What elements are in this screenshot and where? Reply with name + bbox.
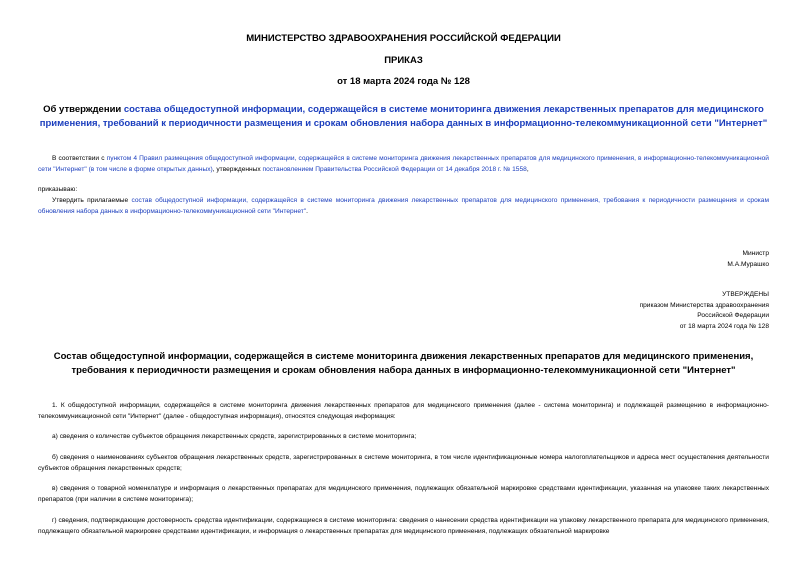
signature-name: М.А.Мурашко — [727, 260, 769, 268]
subject-prefix: Об утверждении — [43, 104, 124, 115]
approval-line-1: УТВЕРЖДЕНЫ — [722, 291, 769, 298]
ministry-title: МИНИСТЕРСТВО ЗДРАВООХРАНЕНИЯ РОССИЙСКОЙ ФЕДЕРАЦИИ — [246, 33, 561, 44]
preamble-text-c: , — [526, 165, 529, 173]
appendix-item-d: г) сведения, подтверждающие достоверность средства идентификации, содержащиеся в системе мониторинга: сведения о нанесении средства идентификации на упаковку лекарственного препарата для медицинского применения, подлежащего обязательной маркировке средствами идентификации, и информация о лекарственных препаратах для медицинского применения, подлежащих обязательной маркировке — [38, 517, 769, 535]
government-decree-link[interactable]: постановлением Правительства Российской Федерации от 14 декабря 2018 г. № 1558 — [262, 165, 527, 173]
approval-line-4: от 18 марта 2024 года № 128 — [679, 322, 769, 330]
approval-stamp — [640, 290, 769, 332]
approve-text-a: Утвердить прилагаемые — [52, 197, 132, 204]
appendix-item-a: а) сведения о количестве субъектов обращения лекарственных средств, зарегистрированных в системе мониторинга; — [52, 433, 417, 440]
approved-composition-link[interactable]: состав общедоступной информации, содержащейся в системе мониторинга движения лекарственных препаратов для медицинского применения, требования к периодичности размещения и срокам обновления набора данных в информационно-телекоммуникационной сети "Интернет" — [38, 197, 769, 215]
signature-role: Министр — [742, 250, 769, 257]
signature-block — [727, 249, 769, 270]
rules-link[interactable]: пунктом 4 Правил размещения общедоступной информации, содержащейся в системе мониторинга движения лекарственных препаратов для медицинского применения, в информационно-телекоммуникационной сети "Интернет" (в том числе в форме открытых данных) — [38, 155, 769, 173]
order-word: приказываю: — [38, 186, 78, 193]
approval-line-3: Российской Федерации — [697, 312, 769, 319]
approve-text-b: . — [306, 207, 308, 215]
subject-link[interactable]: состава общедоступной информации, содержащейся в системе мониторинга движения лекарственных препаратов для медицинского применения, требований к периодичности размещения и срокам обновления набора данных в информационно-телекоммуникационной сети "Интернет" — [39, 104, 768, 129]
document-subject — [36, 103, 771, 131]
document-date-number: от 18 марта 2024 года № 128 — [337, 76, 470, 87]
approval-line-2: приказом Министерства здравоохранения — [639, 301, 769, 309]
preamble-text-a: В соответствии с — [52, 155, 107, 162]
approve-paragraph — [38, 196, 769, 217]
preamble-text-b: , утвержденных — [212, 165, 263, 173]
appendix-item-1: 1. К общедоступной информации, содержащейся в системе мониторинга движения лекарственных препаратов для медицинского применения (далее - система мониторинга) и подлежащей размещению в информационно-телекоммуникационной сети "Интернет" (далее - общедоступная информация), относятся следующая информация: — [38, 402, 769, 420]
preamble-paragraph — [38, 154, 769, 175]
appendix-item-c: в) сведения о товарной номенклатуре и информация о лекарственных препаратах для медицинского применения, подлежащих обязательной маркировке средствами идентификации, указанная на упаковке таких лекарственных препаратов (при наличии в системе мониторинга); — [38, 485, 769, 503]
appendix-item-b: б) сведения о наименованиях субъектов обращения лекарственных средств, зарегистрированных в системе мониторинга, в том числе идентификационные номера налогоплательщиков и адреса мест осуществления деятельности субъектов обращения лекарственных средств; — [38, 454, 769, 472]
appendix-title: Состав общедоступной информации, содержащейся в системе мониторинга движения лекарственных препаратов для медицинского применения, требования к периодичности размещения и срокам обновления набора данных в информационно-телекоммуникационной сети "Интернет" — [53, 351, 754, 376]
document-type: ПРИКАЗ — [384, 55, 423, 66]
